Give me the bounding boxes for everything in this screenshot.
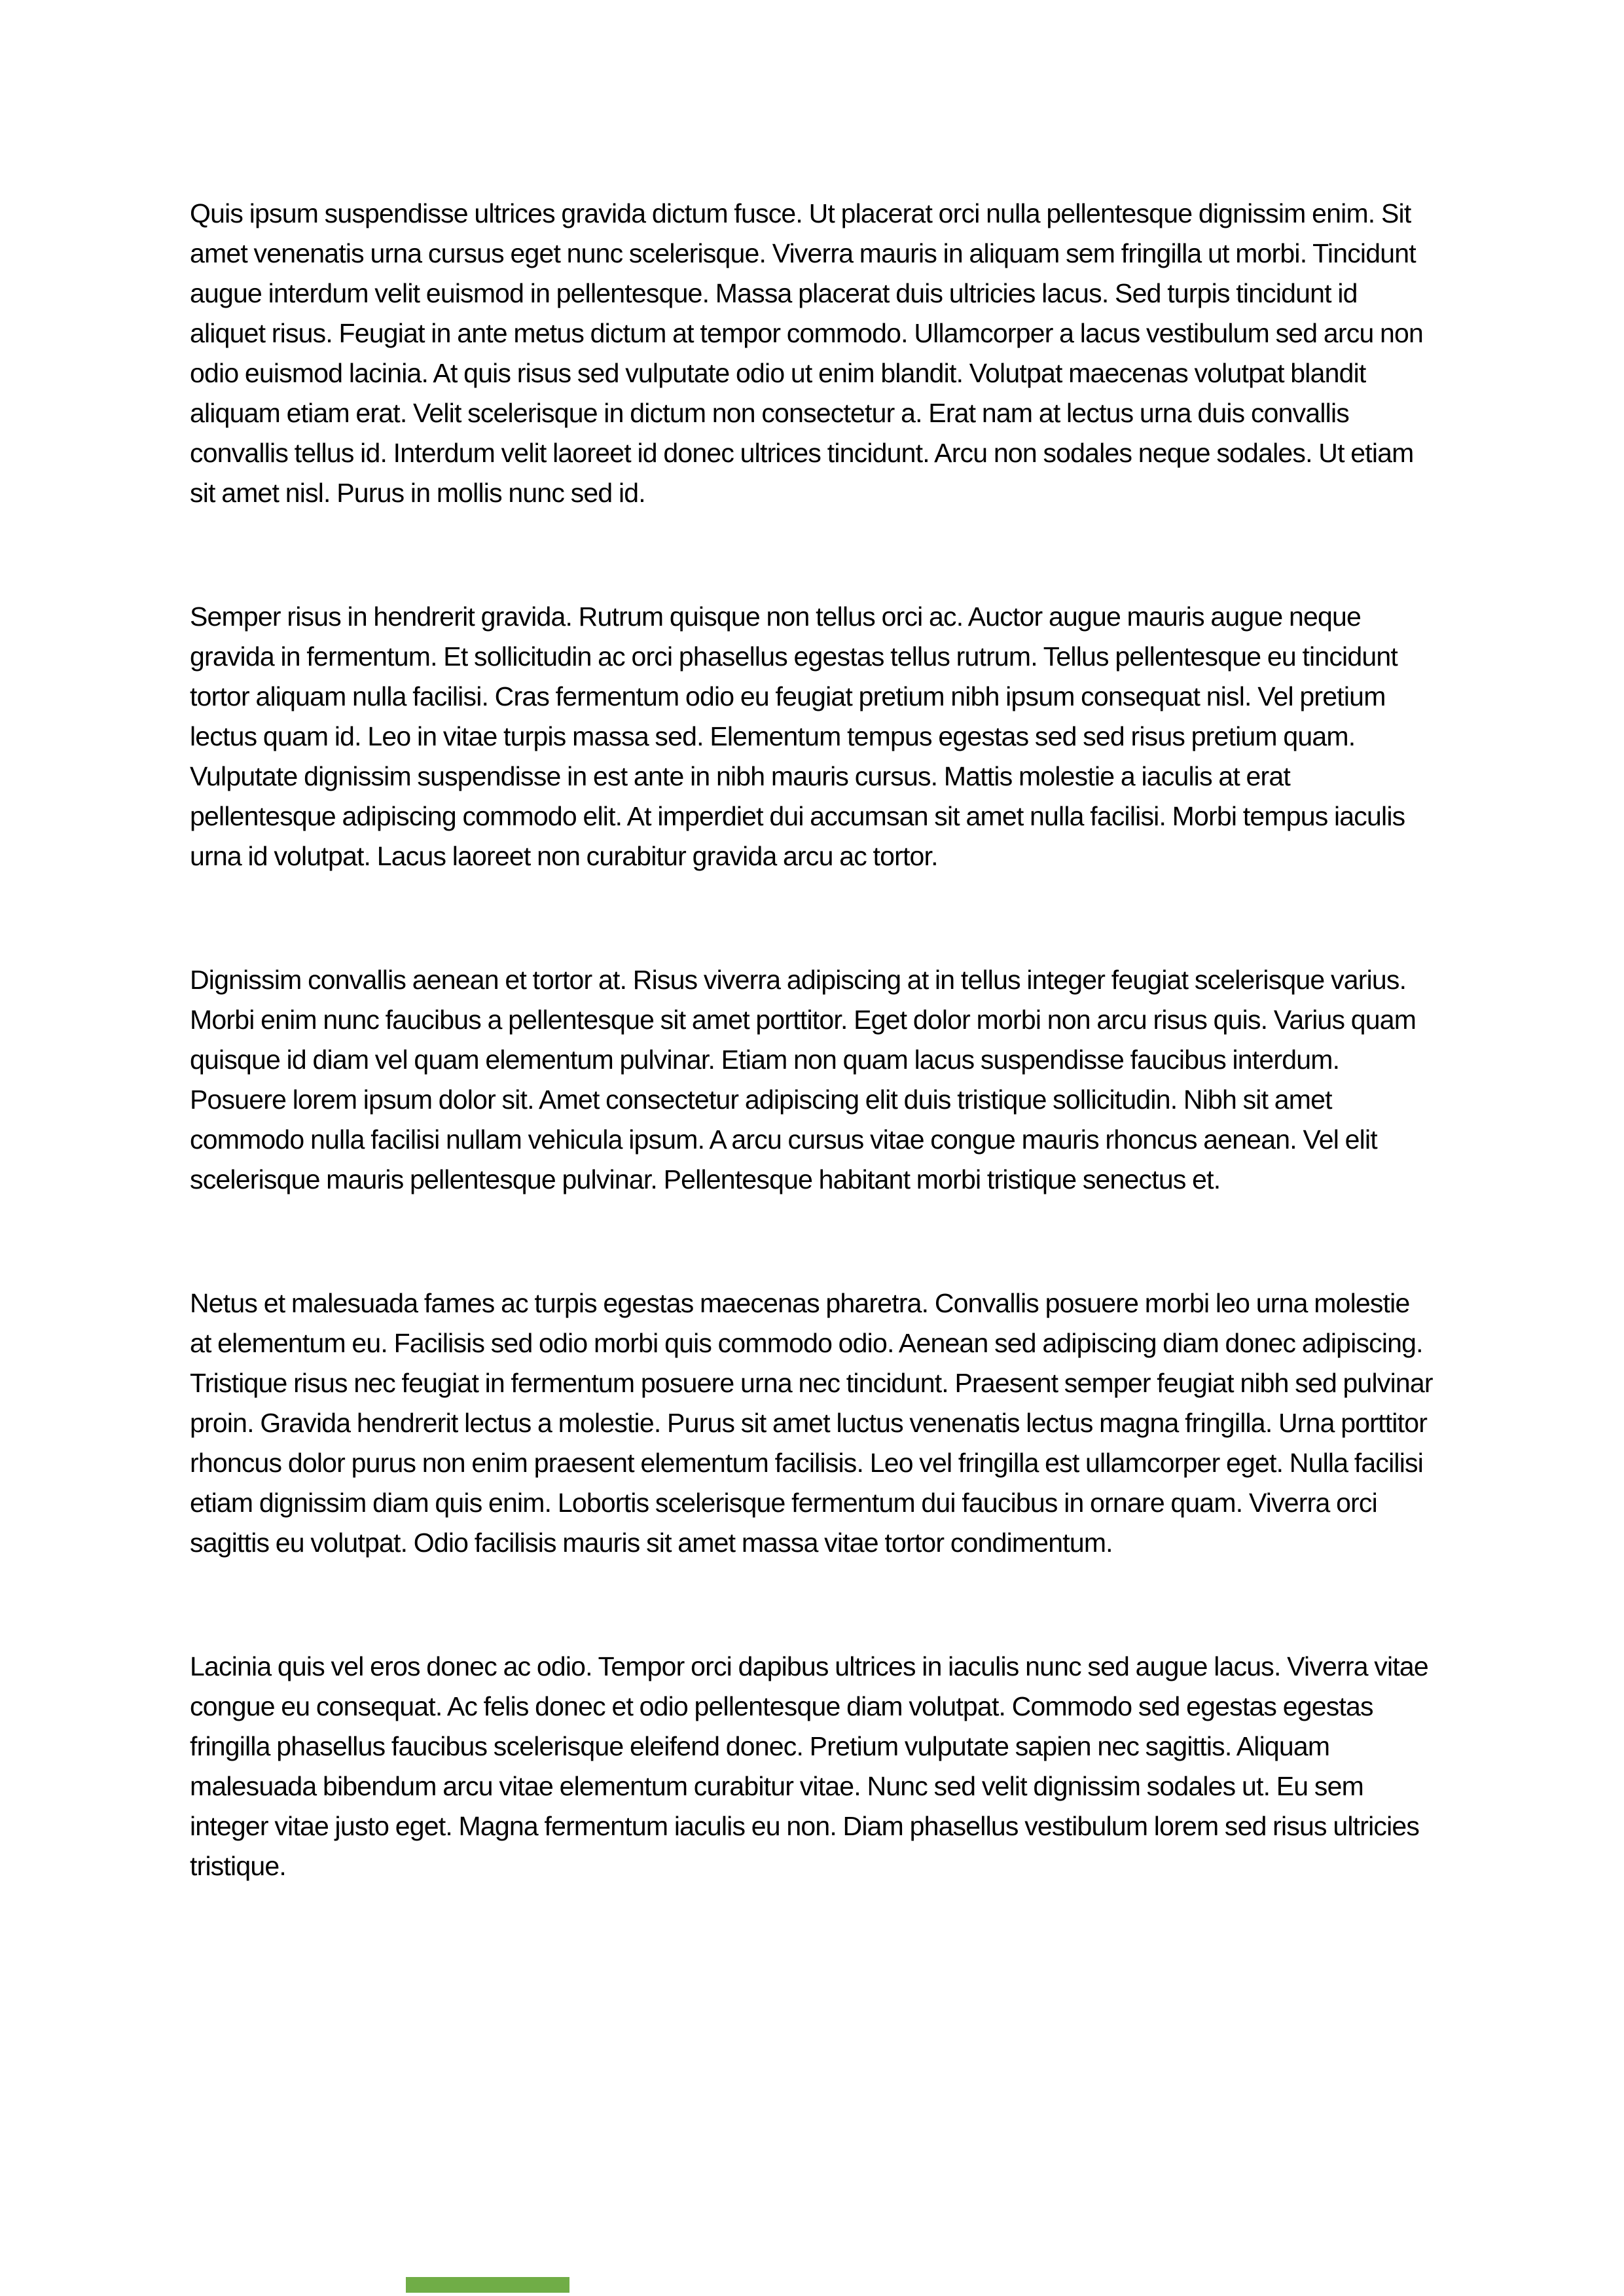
green-bar xyxy=(406,2277,569,2293)
paragraph-1: Quis ipsum suspendisse ultrices gravida dictum fusce. Ut placerat orci nulla pellentesque dignissim enim. Sit amet venenatis urna cursus eget nunc scelerisque. Viverra mauris in aliquam sem fringilla ut morbi. Tincidunt augue interdum velit euismod in pellentesque. Massa placerat duis ultricies lacus. Sed turpis tincidunt id aliquet risus. Feugiat in ante metus dictum at tempor commodo. Ullamcorper a lacus vestibulum sed arcu non odio euismod lacinia. At quis risus sed vulputate odio ut enim blandit. Volutpat maecenas volutpat blandit aliquam etiam erat. Velit scelerisque in dictum non consectetur a. Erat nam at lectus urna duis convallis convallis tellus id. Interdum velit laoreet id donec ultrices tincidunt. Arcu non sodales neque sodales. Ut etiam sit amet nisl. Purus in mollis nunc sed id. xyxy=(190,198,1424,508)
paragraph-4: Netus et malesuada fames ac turpis egestas maecenas pharetra. Convallis posuere morbi leo urna molestie at elementum eu. Facilisis sed odio morbi quis commodo odio. Aenean sed adipiscing diam donec adipiscing. Tristique risus nec feugiat in fermentum posuere urna nec tincidunt. Praesent semper feugiat nibh sed pulvinar proin. Gravida hendrerit lectus a molestie. Purus sit amet luctus venenatis lectus magna fringilla. Urna porttitor rhoncus dolor purus non enim praesent elementum facilisis. Leo vel fringilla est ullamcorper eget. Nulla facilisi etiam dignissim diam quis enim. Lobortis scelerisque fermentum dui faucibus in ornare quam. Viverra orci sagittis eu volutpat. Odio facilisis mauris sit amet massa vitae tortor condimentum. xyxy=(190,1288,1433,1558)
paragraph-2: Semper risus in hendrerit gravida. Rutrum quisque non tellus orci ac. Auctor augue mauris augue neque gravida in fermentum. Et sollicitudin ac orci phasellus egestas tellus rutrum. Tellus pellentesque eu tincidunt tortor aliquam nulla facilisi. Cras fermentum odio eu feugiat pretium nibh ipsum consequat nisl. Vel pretium lectus quam id. Leo in vitae turpis massa sed. Elementum tempus egestas sed sed risus pretium quam. Vulputate dignissim suspendisse in est ante in nibh mauris cursus. Mattis molestie a iaculis at erat pellentesque adipiscing commodo elit. At imperdiet dui accumsan sit amet nulla facilisi. Morbi tempus iaculis urna id volutpat. Lacus laoreet non curabitur gravida arcu ac tortor. xyxy=(190,601,1405,871)
paragraph-3: Dignissim convallis aenean et tortor at. Risus viverra adipiscing at in tellus integer feugiat scelerisque varius. Morbi enim nunc faucibus a pellentesque sit amet porttitor. Eget dolor morbi non arcu risus quis. Varius quam quisque id diam vel quam elementum pulvinar. Etiam non quam lacus suspendisse faucibus interdum. Posuere lorem ipsum dolor sit. Amet consectetur adipiscing elit duis tristique sollicitudin. Nibh sit amet commodo nulla facilisi nullam vehicula ipsum. A arcu cursus vitae congue mauris rhoncus aenean. Vel elit scelerisque mauris pellentesque pulvinar. Pellentesque habitant morbi tristique senectus et. xyxy=(190,965,1416,1194)
document-body xyxy=(190,194,1437,1886)
paragraph-5: Lacinia quis vel eros donec ac odio. Tempor orci dapibus ultrices in iaculis nunc sed augue lacus. Viverra vitae congue eu consequat. Ac felis donec et odio pellentesque diam volutpat. Commodo sed egestas egestas fringilla phasellus faucibus scelerisque eleifend donec. Pretium vulputate sapien nec sagittis. Aliquam malesuada bibendum arcu vitae elementum curabitur vitae. Nunc sed velit dignissim sodales ut. Eu sem integer vitae justo eget. Magna fermentum iaculis eu non. Diam phasellus vestibulum lorem sed risus ultricies tristique. xyxy=(190,1651,1428,1881)
